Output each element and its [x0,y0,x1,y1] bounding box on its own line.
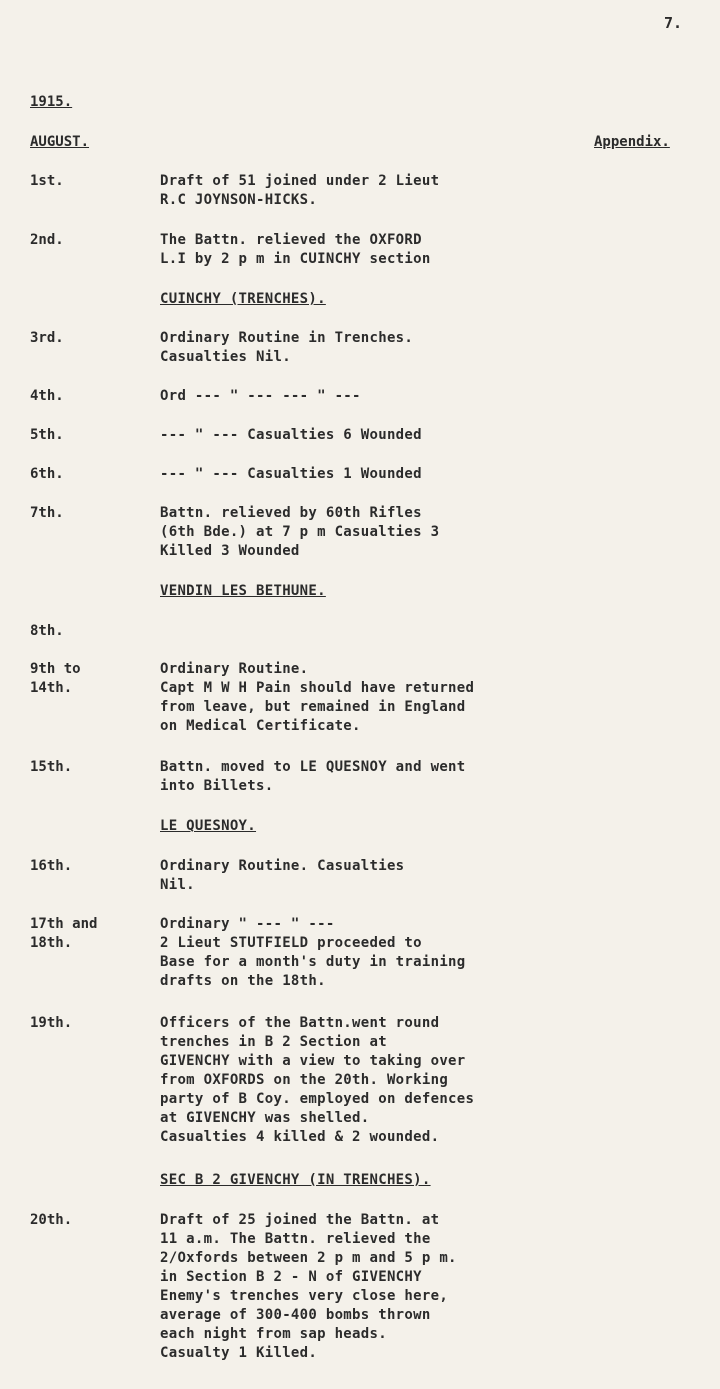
entry-text: The Battn. relieved the OXFORD L.I by 2 p m in CUINCHY section [160,232,431,267]
location-heading-givenchy: SEC B 2 GIVENCHY (IN TRENCHES). [160,1172,431,1188]
entry-text: Ordinary Routine. Capt M W H Pain should have returned from leave, but remained in England on Medical Certificate. [160,661,475,734]
entry-text: Ordinary " --- " --- 2 Lieut STUTFIELD proceeded to Base for a month's duty in training drafts on the 18th. [160,916,466,989]
entry-date: 9th to 14th. [30,661,81,696]
entry-text: Officers of the Battn.went round trenches in B 2 Section at GIVENCHY with a view to taking over from OXFORDS on the 20th. Working party of B Coy. employed on defences at GIVENCHY was shelled. Casualties 4 killed & 2 wounded. [160,1015,475,1145]
entry-date: 16th. [30,858,73,874]
location-heading-vendin: VENDIN LES BETHUNE. [160,583,326,599]
appendix-label: Appendix. [594,134,670,150]
entry-date: 5th. [30,427,64,443]
entry-date: 20th. [30,1212,73,1228]
entry-date: 8th. [30,623,64,639]
entry-text: Battn. relieved by 60th Rifles (6th Bde.) at 7 p m Casualties 3 Killed 3 Wounded [160,505,440,559]
entry-text: Ord --- " --- --- " --- [160,388,361,404]
page-number: 7. [664,14,683,32]
entry-date: 7th. [30,505,64,521]
entry-date: 3rd. [30,330,64,346]
location-heading-le-quesnoy: LE QUESNOY. [160,818,257,834]
entry-text: Ordinary Routine in Trenches. Casualties Nil. [160,330,414,365]
location-heading-cuinchy: CUINCHY (TRENCHES). [160,291,326,307]
entry-text: Draft of 51 joined under 2 Lieut R.C JOYNSON-HICKS. [160,173,440,208]
entry-date: 2nd. [30,232,64,248]
entry-date: 1st. [30,173,64,189]
year-heading: 1915. [30,94,73,110]
entry-text: --- " --- Casualties 6 Wounded [160,427,422,443]
entry-date: 15th. [30,759,73,775]
entry-text: Battn. moved to LE QUESNOY and went into Billets. [160,759,466,794]
entry-date: 17th and 18th. [30,916,98,951]
month-heading: AUGUST. [30,134,90,150]
entry-date: 6th. [30,466,64,482]
entry-text: Ordinary Routine. Casualties Nil. [160,858,405,893]
entry-text: Draft of 25 joined the Battn. at 11 a.m. The Battn. relieved the 2/Oxfords between 2 p m and 5 p m. in Section B 2 - N of GIVENCHY Enemy's trenches very close here, average of 300-400 bombs thrown each night from sap heads. Casualty 1 Killed. [160,1212,457,1361]
entry-date: 19th. [30,1015,73,1031]
entry-date: 4th. [30,388,64,404]
entry-text: --- " --- Casualties 1 Wounded [160,466,422,482]
